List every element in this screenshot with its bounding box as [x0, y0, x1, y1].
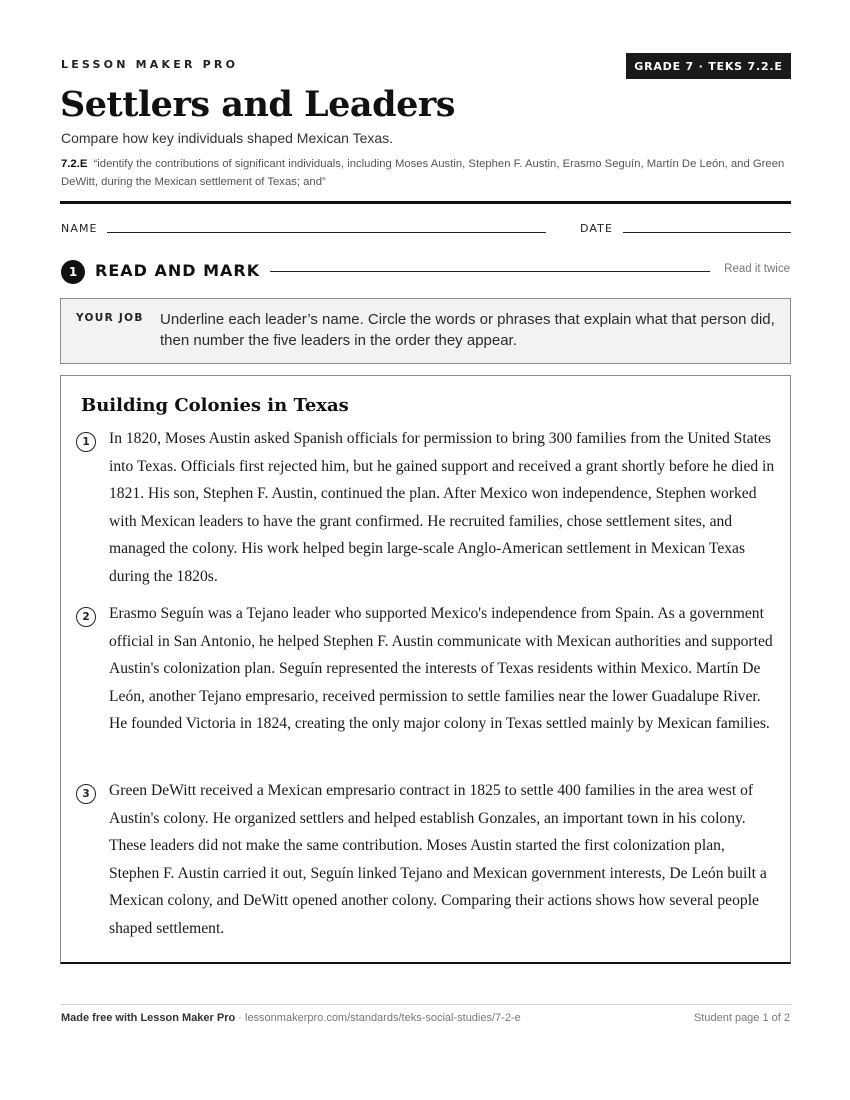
paragraph-number-icon: 3 — [76, 784, 96, 804]
page-indicator: Student page 1 of 2 — [693, 1012, 790, 1024]
footer-separator: · — [235, 1012, 245, 1024]
name-field-line[interactable] — [107, 232, 546, 233]
footer-url-link[interactable]: lessonmakerpro.com/standards/teks-social-studies/7-2-e — [245, 1012, 521, 1024]
name-label: NAME — [61, 222, 98, 235]
section-hint: Read it twice — [724, 263, 790, 275]
section-divider — [270, 271, 710, 272]
standard-text: “identify the contributions of significant individuals, including Moses Austin, Stephen F. Austin, Erasmo Seguín, Martín De León, and Green DeWitt, during the Mexican settlement of Texas; and” — [61, 158, 785, 188]
header-divider — [60, 201, 791, 204]
paragraph-number-icon: 2 — [76, 607, 96, 627]
instructions-label: YOUR JOB — [76, 312, 144, 324]
footer-made-by: Made free with Lesson Maker Pro — [61, 1012, 236, 1024]
standard-description — [61, 155, 801, 191]
reading-passage-box — [60, 375, 791, 964]
section-number-badge: 1 — [61, 260, 85, 284]
instructions-box — [60, 298, 791, 364]
paragraph-text: Green DeWitt received a Mexican empresario contract in 1825 to settle 400 families in the area west of Austin's colony. He organized settlers and helped establish Gonzales, an important town in his colony. These leaders did not make the same contribution. Moses Austin started the first colonization plan, Stephen F. Austin carried it out, Seguín linked Tejano and Mexican government interests, De León built a Mexican colony, and DeWitt opened another colony. Comparing their actions shows how several people shaped settlement. — [109, 782, 767, 937]
date-label: DATE — [580, 222, 614, 235]
standard-code: 7.2.E — [61, 158, 88, 170]
brand-name: LESSON MAKER PRO — [61, 58, 239, 71]
reading-title: Building Colonies in Texas — [81, 395, 349, 416]
paragraph-number-icon: 1 — [76, 432, 96, 452]
grade-badge: GRADE 7 · TEKS 7.2.E — [626, 53, 791, 79]
paragraph-text: In 1820, Moses Austin asked Spanish officials for permission to bring 300 families from the United States into Texas. Officials first rejected him, but he gained support and received a grant shortly before he died in 1821. His son, Stephen F. Austin, continued the plan. After Mexico won independence, Stephen worked with Mexican leaders to have the grant confirmed. He recruited families, chose settlement sites, and managed the colony. His work helped begin large-scale Anglo-American settlement in Mexican Texas during the 1820s. — [109, 430, 775, 585]
date-field-line[interactable] — [623, 232, 791, 233]
page-subtitle: Compare how key individuals shaped Mexican Texas. — [61, 130, 394, 146]
page-title: Settlers and Leaders — [60, 84, 455, 125]
footer-divider — [60, 1004, 791, 1005]
paragraph-text: Erasmo Seguín was a Tejano leader who supported Mexico's independence from Spain. As a government official in San Antonio, he helped Stephen F. Austin communicate with Mexican authorities and supported Austin's colonization plan. Seguín represented the interests of Texas residents within Mexico. Martín De León, another Tejano empresario, received permission to settle families near the lower Guadalupe River. He founded Victoria in 1824, creating the only major colony in Texas settled mainly by Mexican families. — [109, 605, 773, 732]
footer-credit — [61, 1012, 521, 1024]
instructions-text: Underline each leader’s name. Circle the words or phrases that explain what that person did, then number the five leaders in the order they appear. — [160, 311, 775, 349]
section-title: READ AND MARK — [95, 261, 261, 280]
